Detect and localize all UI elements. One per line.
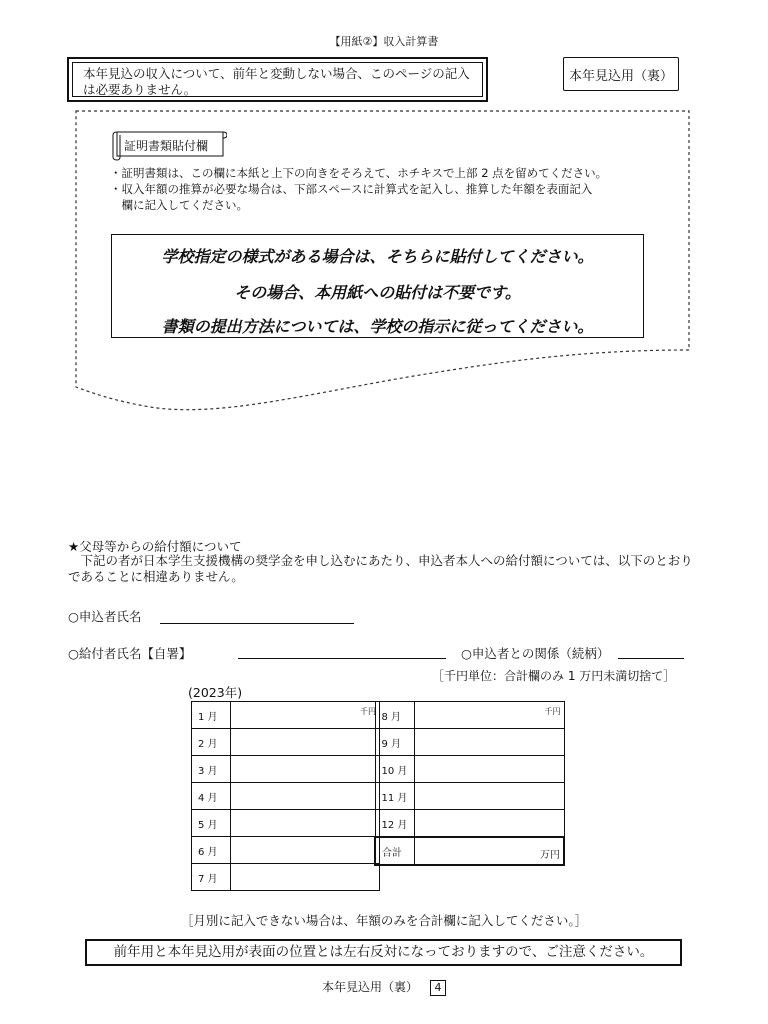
unit-note: ［千円単位：合計欄のみ 1 万円未満切捨て］ bbox=[432, 669, 676, 683]
table-row bbox=[192, 783, 380, 810]
month-label: 12 月 bbox=[375, 810, 415, 838]
page-footer-label: 本年見込用（裏） bbox=[321, 980, 418, 994]
table-row bbox=[192, 810, 380, 837]
month-value-cell[interactable] bbox=[415, 810, 565, 838]
year-label: (2023年) bbox=[188, 685, 243, 700]
unit-thousand: 千円 bbox=[360, 707, 376, 716]
form-header-title: 【用紙②】収入計算書 bbox=[329, 35, 439, 48]
month-value-cell[interactable] bbox=[231, 702, 380, 729]
warning-text: 前年用と本年見込用が表面の位置とは左右反対になっておりますので、ご注意ください。 bbox=[113, 944, 654, 960]
table-row bbox=[375, 702, 564, 729]
total-value-cell[interactable] bbox=[415, 837, 565, 865]
notice-text: 本年見込の収入について、前年と変動しない場合、このページの記入は必要ありません。 bbox=[72, 62, 483, 97]
month-label: 1 月 bbox=[192, 702, 231, 729]
unit-thousand: 千円 bbox=[544, 707, 561, 716]
notice-box bbox=[67, 57, 488, 102]
attachment-label-text: 証明書類貼付欄 bbox=[124, 139, 209, 153]
instruction-line: ・証明書類は、この欄に本紙と上下の向きをそろえて、ホチキスで上部 2 点を留めてください。 bbox=[110, 166, 608, 180]
total-label: 合計 bbox=[375, 837, 415, 865]
month-label: 11 月 bbox=[375, 783, 415, 810]
month-value-cell[interactable] bbox=[231, 810, 380, 837]
table-row bbox=[375, 810, 564, 838]
parent-section-title: ★父母等からの給付額について bbox=[68, 539, 242, 554]
income-table-right bbox=[374, 701, 565, 866]
relation-field[interactable] bbox=[618, 657, 684, 659]
month-label: 10 月 bbox=[375, 756, 415, 783]
table-row-total bbox=[375, 837, 564, 865]
warning-box bbox=[85, 939, 682, 966]
applicant-name-field[interactable] bbox=[160, 622, 354, 624]
school-format-line: その場合、本用紙への貼付は不要です。 bbox=[234, 283, 521, 302]
applicant-name-label: ○申込者氏名 bbox=[68, 609, 142, 624]
month-label: 4 月 bbox=[192, 783, 231, 810]
month-label: 7 月 bbox=[192, 864, 231, 891]
month-label: 5 月 bbox=[192, 810, 231, 837]
month-value-cell[interactable] bbox=[415, 783, 565, 810]
table-row bbox=[192, 837, 380, 864]
giver-name-field[interactable] bbox=[238, 657, 446, 659]
month-value-cell[interactable] bbox=[415, 756, 565, 783]
month-value-cell[interactable] bbox=[231, 756, 380, 783]
parent-section-body: 下記の者が日本学生支援機構の奨学金を申し込むにあたり、申込者本人への給付額については、以下のとおりであることに相違ありません。 bbox=[68, 553, 693, 584]
month-label: 9 月 bbox=[375, 729, 415, 756]
page-footer bbox=[0, 978, 768, 996]
table-row bbox=[192, 702, 380, 729]
attachment-instructions bbox=[110, 165, 607, 213]
unit-ten-thousand: 万円 bbox=[540, 850, 560, 861]
table-row bbox=[375, 756, 564, 783]
table-row bbox=[375, 783, 564, 810]
month-value-cell[interactable] bbox=[415, 729, 565, 756]
school-format-line: 書類の提出方法については、学校の指示に従ってください。 bbox=[161, 317, 594, 336]
month-value-cell[interactable] bbox=[231, 837, 380, 864]
month-value-cell[interactable] bbox=[231, 783, 380, 810]
table-row bbox=[192, 864, 380, 891]
table-row bbox=[192, 729, 380, 756]
month-label: 8 月 bbox=[375, 702, 415, 729]
month-value-cell[interactable] bbox=[231, 864, 380, 891]
relation-label: ○申込者との関係（続柄） bbox=[461, 646, 610, 661]
monthly-note: ［月別に記入できない場合は、年額のみを合計欄に記入してください。］ bbox=[180, 913, 588, 928]
month-label: 3 月 bbox=[192, 756, 231, 783]
school-format-line: 学校指定の様式がある場合は、そちらに貼付してください。 bbox=[161, 247, 594, 266]
instruction-line: 欄に記入してください。 bbox=[110, 198, 248, 212]
page-tag-label: 本年見込用（裏） bbox=[568, 68, 673, 84]
table-row bbox=[375, 729, 564, 756]
month-label: 6 月 bbox=[192, 837, 231, 864]
page-number: 4 bbox=[430, 980, 446, 996]
giver-name-label: ○給付者氏名【自署】 bbox=[68, 646, 192, 661]
month-value-cell[interactable] bbox=[231, 729, 380, 756]
school-format-notice-box bbox=[111, 234, 644, 338]
income-table-left bbox=[191, 701, 380, 891]
instruction-line: ・収入年額の推算が必要な場合は、下部スペースに計算式を記入し、推算した年額を表面記入 bbox=[110, 182, 593, 196]
month-label: 2 月 bbox=[192, 729, 231, 756]
month-value-cell[interactable] bbox=[415, 702, 565, 729]
page-tag-box bbox=[563, 57, 679, 91]
attachment-label bbox=[111, 129, 225, 159]
table-row bbox=[192, 756, 380, 783]
